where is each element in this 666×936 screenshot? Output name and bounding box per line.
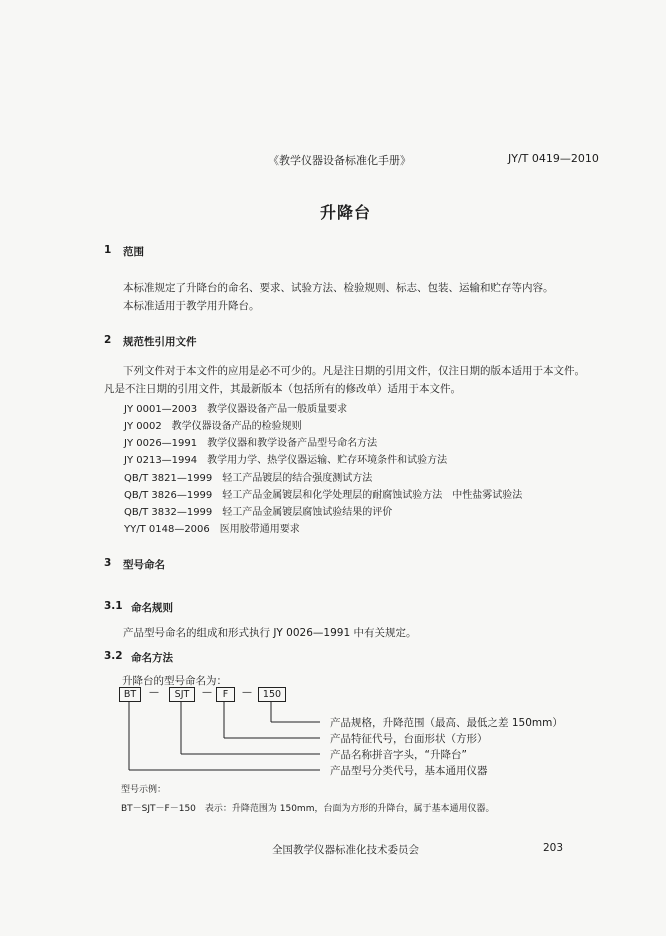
section-3-1-title: 命名规则: [131, 602, 173, 614]
document-title: 升降台: [320, 203, 372, 222]
example-label: 型号示例：: [121, 785, 167, 795]
section-3-number: 3: [104, 557, 112, 569]
section-1-number: 1: [104, 244, 112, 256]
reference-item: JY 0026—1991 教学仪器和教学设备产品型号命名方法: [124, 438, 378, 449]
legend-name: 产品名称拼音字头，“升降台”: [330, 749, 467, 761]
section-3-1-para: 产品型号命名的组成和形式执行 JY 0026—1991 中有关规定。: [123, 627, 417, 639]
reference-item: JY 0001—2003 教学仪器设备产品一般质量要求: [124, 404, 348, 415]
page-number: 203: [543, 842, 564, 854]
reference-item: JY 0002 教学仪器设备产品的检验规则: [124, 421, 302, 432]
reference-item: QB/T 3821—1999 轻工产品镀层的结合强度测试方法: [124, 473, 373, 484]
reference-item: QB/T 3826—1999 轻工产品金属镀层和化学处理层的耐腐蚀试验方法 中性盐雾试验法: [124, 490, 523, 501]
standard-number: JY/T 0419—2010: [508, 152, 599, 165]
code-box-bt: BT: [119, 687, 141, 702]
code-dash: —: [202, 687, 212, 698]
footer-committee: 全国教学仪器标准化技术委员会: [272, 844, 419, 856]
section-1-para-2: 本标准适用于教学用升降台。: [123, 300, 260, 312]
legend-feature: 产品特征代号，台面形状（方形）: [330, 733, 488, 745]
model-naming-intro: 升降台的型号命名为：: [122, 675, 227, 687]
section-3-2-title: 命名方法: [131, 652, 173, 664]
section-1-title: 范围: [123, 246, 144, 258]
section-1-para-1: 本标准规定了升降台的命名、要求、试验方法、检验规则、标志、包装、运输和贮存等内容。: [123, 282, 554, 294]
section-2-number: 2: [104, 334, 112, 346]
legend-category: 产品型号分类代号，基本通用仪器: [330, 765, 488, 777]
code-dash: —: [242, 687, 252, 698]
section-2-title: 规范性引用文件: [123, 336, 197, 348]
section-3-2-number: 3.2: [104, 650, 123, 662]
code-box-150: 150: [258, 687, 286, 702]
example-text: BT－SJT－F－150 表示：升降范围为 150mm，台面为方形的升降台，属于基本通用仪器。: [121, 804, 495, 814]
legend-spec: 产品规格，升降范围（最高、最低之差 150mm）: [330, 717, 563, 729]
section-2-para-line-1: 下列文件对于本文件的应用是必不可少的。凡是注日期的引用文件，仅注日期的版本适用于本文件。: [123, 365, 585, 377]
reference-item: QB/T 3832—1999 轻工产品金属镀层腐蚀试验结果的评价: [124, 507, 393, 518]
code-dash: —: [149, 687, 159, 698]
section-3-1-number: 3.1: [104, 600, 123, 612]
reference-item: JY 0213—1994 教学用力学、热学仪器运输、贮存环境条件和试验方法: [124, 455, 448, 466]
code-box-sjt: SJT: [169, 687, 195, 702]
code-box-f: F: [216, 687, 235, 702]
handbook-title: 《教学仪器设备标准化手册》: [268, 154, 411, 167]
reference-item: YY/T 0148—2006 医用胶带通用要求: [124, 524, 300, 535]
section-3-title: 型号命名: [123, 559, 165, 571]
section-2-para-line-2: 凡是不注日期的引用文件，其最新版本（包括所有的修改单）适用于本文件。: [104, 383, 461, 395]
